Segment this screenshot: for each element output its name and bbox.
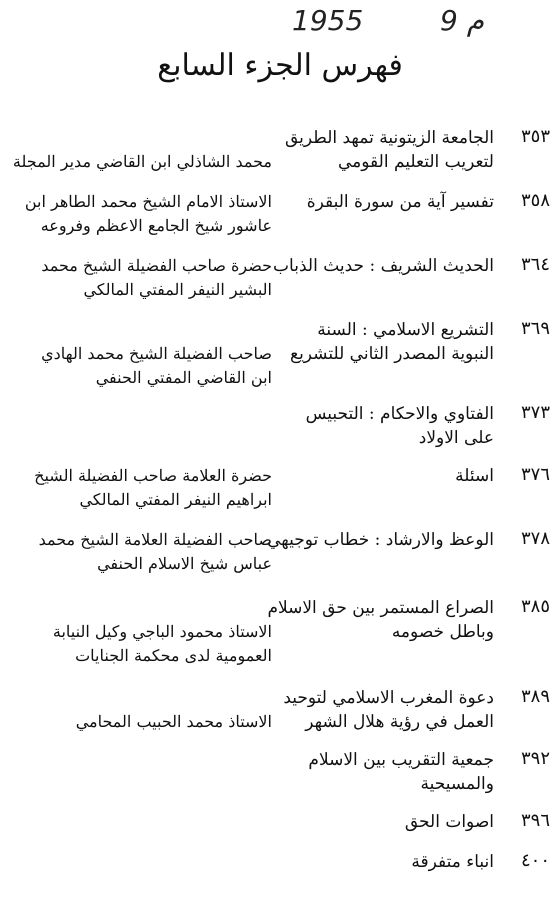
toc-subject-line: الصراع المستمر بين حق الاسلام <box>267 598 494 618</box>
toc-subject <box>279 402 494 450</box>
toc-author-line: عاشور شيخ الجامع الاعظم وفروعه <box>40 216 272 235</box>
toc-page-number: ٣٨٥ <box>520 596 550 617</box>
toc-author-line <box>10 318 272 342</box>
toc-subject-line: الوعظ والارشاد : خطاب توجيهي <box>267 530 494 550</box>
toc-page-number: ٣٥٨ <box>520 190 550 211</box>
toc-author-line <box>10 126 272 150</box>
toc-author-line: ابراهيم النيفر المفتي المالكي <box>79 490 272 509</box>
toc-subject <box>279 464 494 488</box>
page-title: فهرس الجزء السابع <box>157 48 403 83</box>
toc-page-number: ٣٧٦ <box>520 464 550 485</box>
toc-author-line: صاحب الفضيلة العلامة الشيخ محمد <box>38 530 272 549</box>
toc-author-line <box>10 686 272 710</box>
handwritten-year: 1955 <box>292 4 364 37</box>
toc-subject-line: اصوات الحق <box>404 812 494 832</box>
toc-author-line: محمد الشاذلي ابن القاضي مدير المجلة <box>12 152 272 171</box>
toc-page-number: ٣٧٨ <box>520 528 550 549</box>
toc-subject <box>279 810 494 834</box>
toc-author <box>10 686 272 734</box>
toc-subject-line: اسئلة <box>455 466 494 486</box>
toc-author <box>10 190 272 238</box>
toc-page-number: ٣٨٩ <box>520 686 550 707</box>
toc-subject-line: العمل في رؤية هلال الشهر <box>305 712 494 732</box>
toc-page-number: ٣٧٣ <box>520 402 550 423</box>
toc-page-number: ٤٠٠ <box>520 850 550 871</box>
toc-subject-line: والمسيحية <box>420 774 494 794</box>
toc-subject-line: انباء متفرقة <box>411 852 494 872</box>
toc-author-line: الاستاذ محمد الحبيب المحامي <box>75 712 272 731</box>
toc-subject-line: التشريع الاسلامي : السنة <box>317 320 494 340</box>
toc-subject-line: على الاولاد <box>418 428 494 448</box>
toc-page-number: ٣٩٢ <box>520 748 550 769</box>
toc-author <box>10 596 272 668</box>
toc-subject <box>267 528 494 552</box>
toc-subject <box>279 686 494 734</box>
toc-subject-line: لتعريب التعليم القومي <box>338 152 494 172</box>
toc-page-number: ٣٩٦ <box>520 810 550 831</box>
toc-author-line: البشير النيفر المفتي المالكي <box>83 280 272 299</box>
toc-author-line <box>10 596 272 620</box>
toc-subject <box>267 596 494 644</box>
toc-subject <box>279 318 494 366</box>
toc-author-line: حضرة العلامة صاحب الفضيلة الشيخ <box>34 466 272 485</box>
toc-subject-line: جمعية التقريب بين الاسلام <box>308 750 494 770</box>
toc-subject <box>279 850 494 874</box>
toc-subject-line: الحديث الشريف : حديث الذباب <box>273 256 494 276</box>
toc-page-number: ٣٥٣ <box>520 126 550 147</box>
toc-author <box>10 528 272 576</box>
toc-subject-line: دعوة المغرب الاسلامي لتوحيد <box>283 688 494 708</box>
toc-author-line: صاحب الفضيلة الشيخ محمد الهادي <box>41 344 272 363</box>
toc-subject-line: وباطل خصومه <box>391 622 494 642</box>
toc-author <box>10 126 272 174</box>
toc-author <box>10 318 272 390</box>
toc-author <box>10 464 272 512</box>
toc-subject <box>273 254 494 278</box>
toc-author-line: الاستاذ الامام الشيخ محمد الطاهر ابن <box>24 192 272 211</box>
toc-author-line: الاستاذ محمود الباجي وكيل النيابة <box>52 622 272 641</box>
toc-author-line: العمومية لدى محكمة الجنايات <box>75 646 272 665</box>
toc-author-line: ابن القاضي المفتي الحنفي <box>95 368 272 387</box>
toc-page-number: ٣٦٩ <box>520 318 550 339</box>
handwritten-tag: م 9 <box>440 4 485 37</box>
toc-subject-line: الفتاوي والاحكام : التحبيس <box>305 404 494 424</box>
toc-subject-line: الجامعة الزيتونية تمهد الطريق <box>284 128 494 148</box>
toc-subject-line: النبوية المصدر الثاني للتشريع <box>290 344 494 364</box>
toc-author-line: عباس شيخ الاسلام الحنفي <box>97 554 272 573</box>
toc-author <box>10 254 272 302</box>
toc-subject <box>279 126 494 174</box>
toc-author-line: حضرة صاحب الفضيلة الشيخ محمد <box>41 256 272 275</box>
toc-page-number: ٣٦٤ <box>520 254 550 275</box>
toc-subject <box>279 190 494 214</box>
toc-subject-line: تفسير آية من سورة البقرة <box>306 192 494 212</box>
toc-subject <box>279 748 494 796</box>
